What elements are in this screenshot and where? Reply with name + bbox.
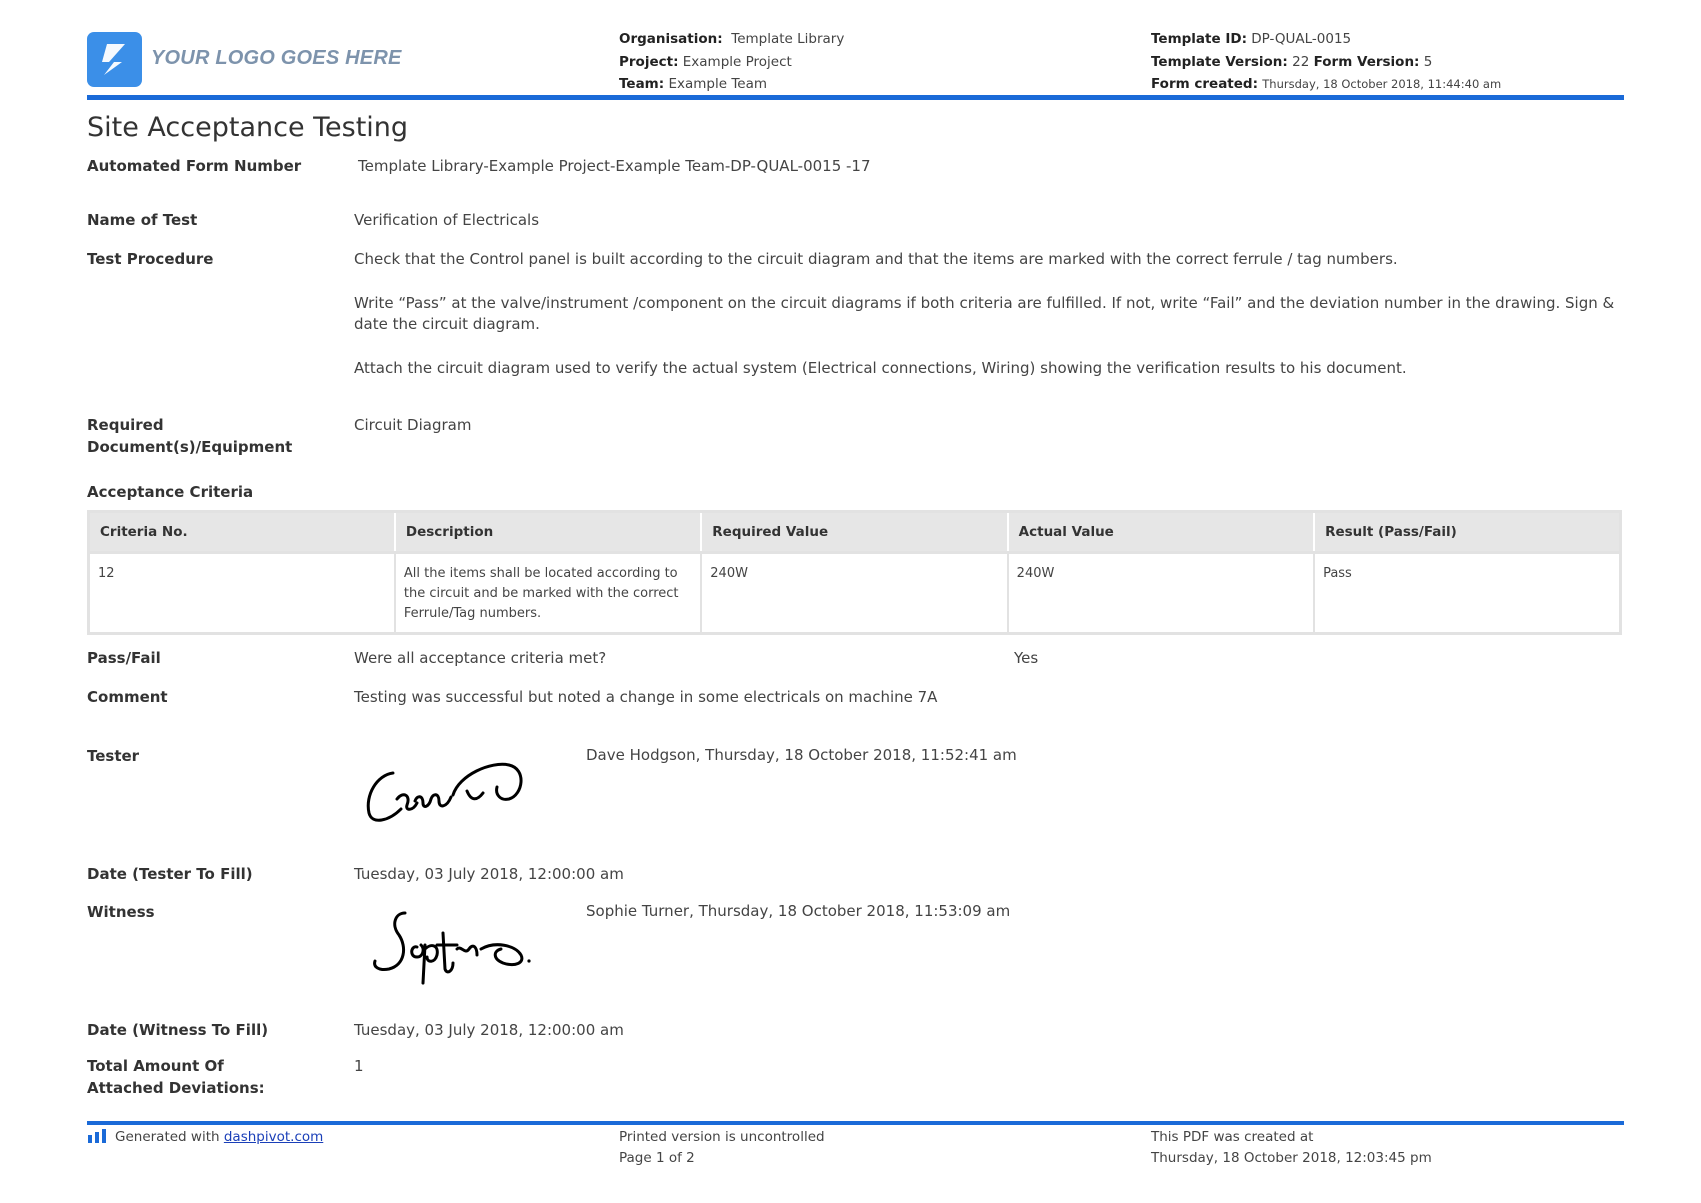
dashpivot-logo-icon — [87, 1128, 109, 1144]
witness-signed-by: Sophie Turner, Thursday, 18 October 2018, 11:53:09 am — [586, 902, 1011, 920]
tester-date-value: Tuesday, 03 July 2018, 12:00:00 am — [354, 865, 624, 883]
template-id-value: DP-QUAL-0015 — [1251, 31, 1352, 47]
column-header: Actual Value — [1008, 512, 1314, 553]
description-cell: All the items shall be located according to the circuit and be marked with the correct Ferrule/Tag numbers. — [395, 553, 701, 634]
witness-label: Witness — [87, 903, 155, 921]
logo-text: YOUR LOGO GOES HERE — [151, 47, 402, 69]
witness-signature-icon — [365, 905, 545, 990]
project-value: Example Project — [682, 53, 792, 70]
procedure-paragraph: Write “Pass” at the valve/instrument /component on the circuit diagrams if both criteria are fulfilled. If not, write “Fail” and the deviation number in the drawing. Sign & date the circuit diagram. — [354, 293, 1615, 333]
tester-label: Tester — [87, 747, 140, 765]
comment-label: Comment — [87, 688, 168, 706]
procedure-label: Test Procedure — [87, 250, 214, 268]
header-template-info — [1151, 28, 1501, 96]
required-docs-value: Circuit Diagram — [354, 416, 472, 434]
footer-print-info — [619, 1127, 825, 1169]
created-prefix: This PDF was created at — [1151, 1129, 1314, 1145]
required-value-cell: 240W — [701, 553, 1007, 634]
document-page — [87, 0, 1624, 1203]
witness-date-value: Tuesday, 03 July 2018, 12:00:00 am — [354, 1021, 624, 1039]
form-number-label: Automated Form Number — [87, 157, 302, 175]
pass-fail-label: Pass/Fail — [87, 649, 161, 667]
page-number: Page 1 of 2 — [619, 1150, 695, 1166]
deviations-label: Total Amount Of Attached Deviations: — [87, 1057, 265, 1097]
form-version-value: 5 — [1423, 53, 1433, 70]
procedure-paragraph: Attach the circuit diagram used to verify the actual system (Electrical connections, Wiring) showing the verification results to his document. — [354, 358, 1407, 377]
procedure-value — [354, 249, 1624, 401]
tester-signature-icon — [359, 755, 529, 830]
logo-icon — [87, 32, 142, 87]
column-header: Required Value — [701, 512, 1007, 553]
actual-value-cell: 240W — [1008, 553, 1314, 634]
result-cell: Pass — [1314, 553, 1620, 634]
header-divider — [87, 95, 1624, 100]
witness-date-label: Date (Witness To Fill) — [87, 1021, 269, 1039]
document-title: Site Acceptance Testing — [87, 112, 409, 143]
project-label: Project: — [619, 53, 679, 70]
test-name-label: Name of Test — [87, 211, 198, 229]
column-header: Description — [395, 512, 701, 553]
generated-prefix: Generated with — [115, 1129, 220, 1145]
form-number-value: Template Library-Example Project-Example Team-DP-QUAL-0015 -17 — [358, 157, 871, 175]
team-label: Team: — [619, 76, 665, 92]
criteria-number-cell: 12 — [89, 553, 395, 634]
pass-fail-question: Were all acceptance criteria met? — [354, 649, 607, 667]
procedure-paragraph: Check that the Control panel is built according to the circuit diagram and that the items are marked with the correct ferrule / tag numbers. — [354, 250, 1398, 268]
template-version-label: Template Version: — [1151, 53, 1288, 70]
header-org-info — [619, 28, 844, 96]
deviations-value: 1 — [354, 1057, 364, 1075]
table-row — [89, 553, 1621, 634]
document-header — [87, 0, 1624, 101]
tester-signed-by: Dave Hodgson, Thursday, 18 October 2018, 11:52:41 am — [586, 746, 1017, 764]
organisation-value: Template Library — [731, 31, 845, 47]
organisation-label: Organisation: — [619, 31, 723, 47]
acceptance-title: Acceptance Criteria — [87, 483, 254, 501]
created-at: Thursday, 18 October 2018, 12:03:45 pm — [1151, 1150, 1432, 1166]
test-name-value: Verification of Electricals — [354, 211, 540, 229]
template-version-value: 22 — [1292, 53, 1310, 70]
column-header: Result (Pass/Fail) — [1314, 512, 1620, 553]
form-version-label: Form Version: — [1313, 53, 1420, 70]
pass-fail-answer: Yes — [1014, 649, 1039, 667]
form-created-value: Thursday, 18 October 2018, 11:44:40 am — [1262, 77, 1502, 91]
table-header-row — [89, 512, 1621, 553]
comment-value: Testing was successful but noted a change in some electricals on machine 7A — [354, 688, 938, 706]
acceptance-table — [87, 510, 1622, 635]
uncontrolled-notice: Printed version is uncontrolled — [619, 1129, 825, 1145]
form-created-label: Form created: — [1151, 76, 1258, 92]
team-value: Example Team — [668, 76, 767, 92]
footer-divider — [87, 1121, 1624, 1125]
column-header: Criteria No. — [89, 512, 395, 553]
footer-created-info — [1151, 1127, 1432, 1169]
dashpivot-link[interactable]: dashpivot.com — [223, 1129, 324, 1145]
footer-generated — [87, 1127, 323, 1148]
tester-date-label: Date (Tester To Fill) — [87, 865, 253, 883]
template-id-label: Template ID: — [1151, 31, 1247, 47]
required-docs-label: Required Document(s)/Equipment — [87, 416, 293, 456]
